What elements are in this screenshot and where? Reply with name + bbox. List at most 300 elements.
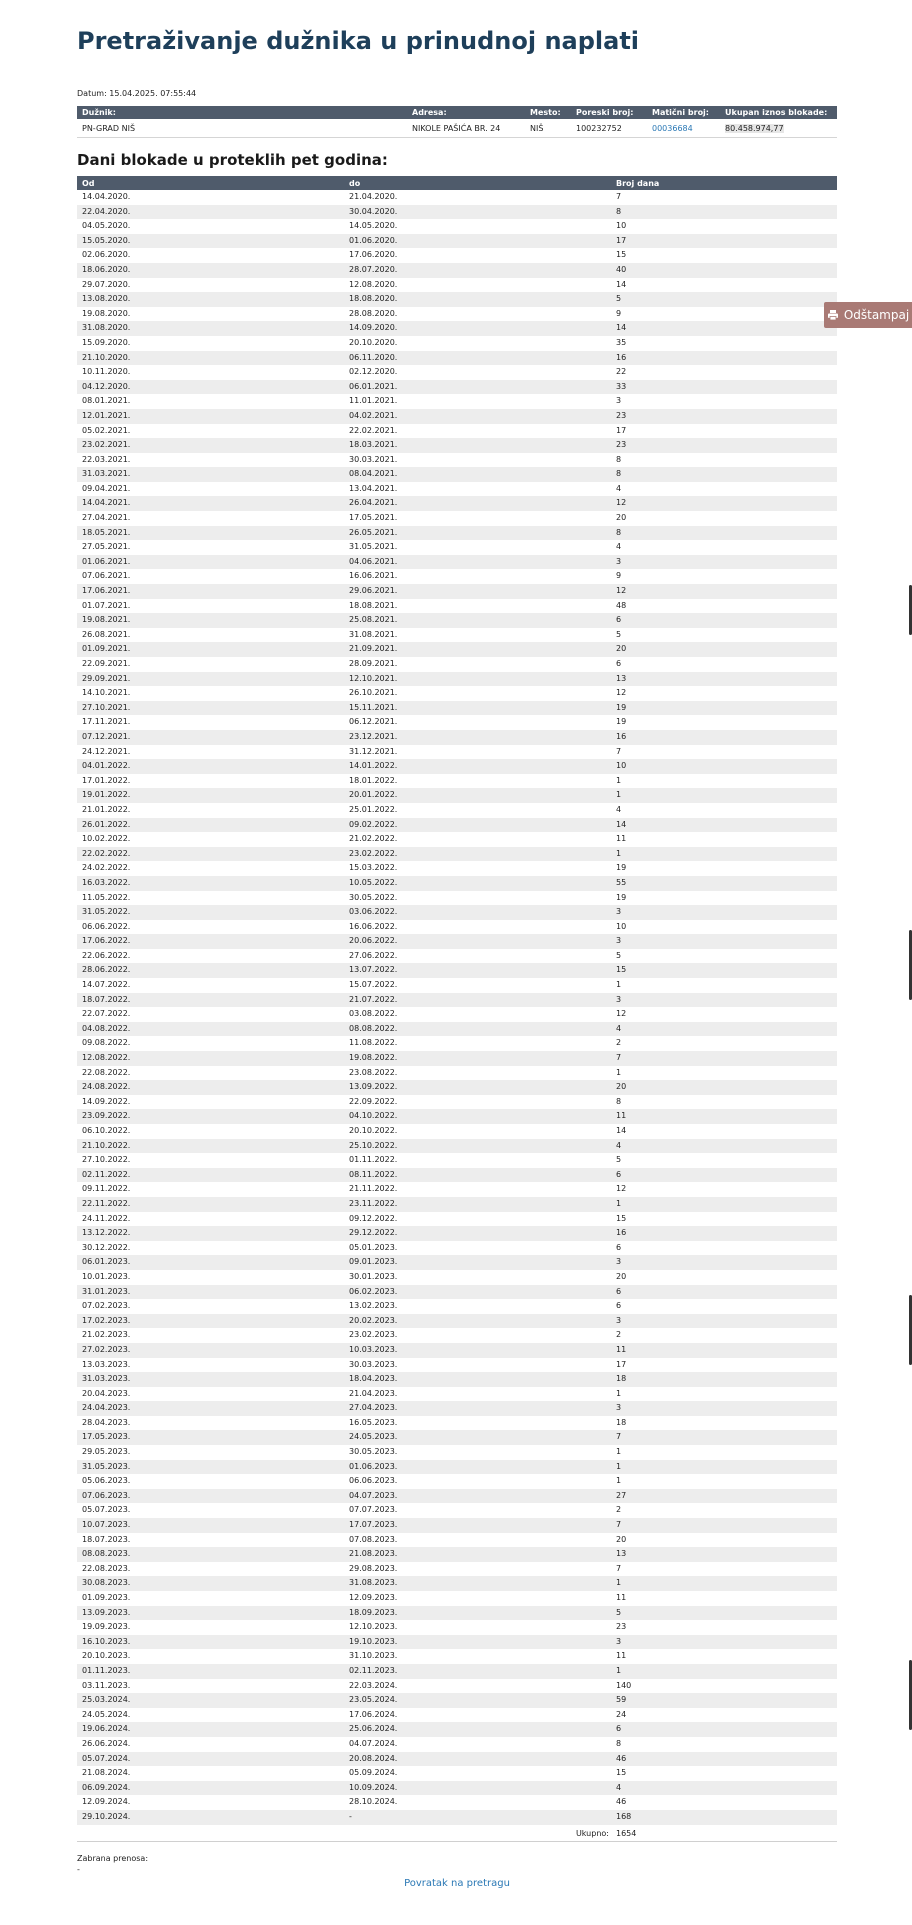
table-row [77, 321, 837, 336]
block-from: 17.11.2021. [82, 717, 131, 727]
block-days: 17 [616, 425, 627, 435]
block-to: 23.12.2021. [344, 730, 611, 745]
table-row [77, 715, 837, 730]
block-days: 6 [611, 613, 837, 628]
block-days: 1 [616, 1388, 622, 1398]
block-to: 02.12.2020. [349, 367, 398, 377]
table-row [77, 1591, 837, 1606]
block-days: 8 [616, 454, 622, 464]
table-row [77, 263, 837, 278]
block-to: 08.04.2021. [344, 467, 611, 482]
block-from: 01.09.2021. [77, 642, 344, 657]
block-days: 4 [616, 542, 622, 552]
block-days: 15 [616, 1768, 627, 1778]
block-from: 14.04.2020. [82, 192, 131, 201]
block-from: 14.09.2022. [82, 1096, 131, 1106]
block-days: 13 [611, 672, 837, 687]
table-row [77, 526, 837, 541]
block-from: 18.07.2023. [82, 1534, 131, 1544]
block-days: 12 [616, 688, 627, 698]
block-from: 13.03.2023. [82, 1359, 131, 1369]
block-days: 3 [611, 934, 837, 949]
debtor-header-name: Dužnik: [77, 106, 407, 119]
table-row [77, 1168, 837, 1183]
block-to: 16.06.2022. [349, 921, 398, 931]
block-days: 2 [616, 1330, 622, 1340]
block-days: 12 [616, 1184, 627, 1194]
transfer-ban-label: Zabrana prenosa: [77, 1854, 149, 1863]
block-days: 7 [611, 1430, 837, 1445]
table-row [77, 1270, 837, 1285]
block-days: 7 [616, 192, 622, 201]
block-days: 20 [616, 1271, 627, 1281]
block-days: 11 [616, 1593, 627, 1602]
block-from: 11.05.2022. [82, 892, 131, 902]
block-to: 15.07.2022. [349, 980, 398, 990]
block-days: 17 [616, 1359, 627, 1369]
print-button-label: Odštampaj [843, 308, 910, 322]
block-from: 17.06.2021. [77, 584, 344, 599]
table-row [77, 336, 837, 351]
block-to: 18.08.2020. [344, 292, 611, 307]
table-row [77, 1314, 837, 1329]
table-row [77, 1212, 837, 1227]
block-days: 15 [616, 1213, 627, 1223]
block-days: 4 [611, 1139, 837, 1154]
block-from: 12.01.2021. [77, 409, 344, 424]
table-row [77, 424, 837, 439]
block-days: 17 [611, 234, 837, 249]
block-to: 27.06.2022. [349, 950, 398, 960]
transfer-ban [77, 1853, 148, 1875]
block-to: 08.11.2022. [344, 1168, 611, 1183]
table-row [77, 803, 837, 818]
block-from: 29.09.2021. [77, 672, 344, 687]
block-days: 9 [616, 571, 622, 581]
block-to: 17.05.2021. [349, 513, 398, 523]
table-row [77, 628, 837, 643]
block-from: 17.05.2023. [77, 1430, 344, 1445]
table-row [77, 1489, 837, 1504]
table-row [77, 1299, 837, 1314]
block-days: 1 [611, 788, 837, 803]
block-days: 6 [616, 1301, 622, 1311]
block-from: 12.09.2024. [82, 1797, 131, 1807]
block-from: 28.04.2023. [82, 1417, 131, 1427]
block-days: 5 [611, 292, 837, 307]
block-from: 19.08.2020. [82, 308, 131, 318]
block-to: 14.05.2020. [349, 221, 398, 231]
table-row [77, 569, 837, 584]
table-row [77, 1328, 837, 1343]
block-days: 12 [616, 1009, 627, 1019]
block-from: 10.07.2023. [77, 1518, 344, 1533]
block-days: 19 [616, 717, 627, 727]
block-to: 20.08.2024. [344, 1752, 611, 1767]
table-row [77, 584, 837, 599]
table-row [77, 934, 837, 949]
blocks-header-to: do [344, 176, 611, 190]
table-row [77, 278, 837, 293]
block-from: 22.07.2022. [82, 1009, 131, 1019]
block-from: 06.10.2022. [82, 1126, 131, 1135]
block-from: 22.08.2022. [82, 1067, 131, 1077]
block-to: 23.08.2022. [349, 1067, 398, 1077]
table-row [77, 1576, 837, 1591]
block-to: 23.05.2024. [344, 1693, 611, 1708]
block-days: 20 [616, 1534, 627, 1544]
table-row [77, 1664, 837, 1679]
block-from: 17.02.2023. [77, 1314, 344, 1329]
block-days: 6 [611, 1722, 837, 1737]
block-from: 10.02.2022. [82, 834, 131, 844]
block-to: 18.03.2021. [344, 438, 611, 453]
block-to: 01.06.2023. [344, 1460, 611, 1475]
block-days: 1 [611, 847, 837, 862]
table-row [77, 745, 837, 760]
block-from: 22.03.2021. [82, 454, 131, 464]
block-days: 5 [616, 629, 622, 639]
block-to: 05.01.2023. [349, 1242, 398, 1252]
block-to: 20.10.2020. [349, 337, 398, 347]
block-to: 29.06.2021. [344, 584, 611, 599]
block-days: 1 [616, 980, 622, 990]
debtor-place: NIŠ [525, 119, 571, 138]
block-days: 1 [611, 1460, 837, 1475]
block-to: 23.02.2023. [349, 1330, 398, 1340]
block-days: 3 [611, 1314, 837, 1329]
block-to: 07.07.2023. [349, 1505, 398, 1515]
block-to: 29.12.2022. [344, 1226, 611, 1241]
table-row [77, 759, 837, 774]
block-to: 30.03.2023. [349, 1359, 398, 1369]
block-to: 20.06.2022. [344, 934, 611, 949]
block-to: 21.04.2023. [349, 1388, 398, 1398]
block-to: 26.10.2021. [349, 688, 398, 698]
block-to: 29.08.2023. [349, 1563, 398, 1573]
block-to: 25.01.2022. [349, 804, 398, 814]
block-from: 14.07.2022. [82, 980, 131, 990]
block-days: 19 [616, 892, 627, 902]
table-row [77, 307, 837, 322]
table-row [77, 1810, 837, 1825]
table-row [77, 599, 837, 614]
section-title: Dani blokade u proteklih pet godina: [77, 151, 388, 169]
table-row [77, 788, 837, 803]
block-from: 05.02.2021. [82, 425, 131, 435]
total-row [77, 1826, 837, 1842]
table-row [77, 511, 837, 526]
block-from: 31.03.2023. [77, 1372, 344, 1387]
debtor-reg-no [647, 119, 720, 138]
block-days: 1 [611, 1576, 837, 1591]
block-days: 19 [616, 863, 627, 873]
table-row [77, 730, 837, 745]
block-to: 31.08.2023. [344, 1576, 611, 1591]
table-row [77, 1022, 837, 1037]
block-to: 25.06.2024. [344, 1722, 611, 1737]
block-days: 5 [616, 950, 622, 960]
block-to: 27.04.2023. [344, 1401, 611, 1416]
block-from: 13.12.2022. [77, 1226, 344, 1241]
block-from: 22.11.2022. [77, 1197, 344, 1212]
block-to: 11.08.2022. [349, 1038, 398, 1048]
block-days: 7 [616, 746, 622, 756]
block-from: 13.08.2020. [77, 292, 344, 307]
block-from: 07.02.2023. [82, 1301, 131, 1311]
block-days: 18 [611, 1372, 837, 1387]
block-from: 17.06.2022. [77, 934, 344, 949]
block-to: 28.10.2024. [349, 1797, 398, 1807]
block-from: 20.10.2023. [82, 1651, 131, 1661]
block-days: 19 [611, 701, 837, 716]
date-line: Datum: 15.04.2025. 07:55:44 [77, 89, 197, 98]
block-to: - [344, 1810, 611, 1825]
block-days: 3 [611, 1255, 837, 1270]
block-days: 55 [611, 876, 837, 891]
block-to: 13.02.2023. [349, 1301, 398, 1311]
block-from: 24.04.2023. [77, 1401, 344, 1416]
block-days: 3 [611, 905, 837, 920]
table-row [77, 1737, 837, 1752]
block-days: 3 [611, 1635, 837, 1650]
block-days: 20 [616, 513, 627, 523]
block-to: 18.09.2023. [344, 1606, 611, 1621]
block-to: 20.10.2022. [349, 1126, 398, 1135]
block-from: 08.08.2023. [77, 1547, 344, 1562]
block-from: 31.01.2023. [77, 1285, 344, 1300]
table-row [77, 234, 837, 249]
table-row [77, 1445, 837, 1460]
block-to: 21.11.2022. [349, 1184, 398, 1194]
debtor-header-amount: Ukupan iznos blokade: [720, 106, 837, 119]
table-row [77, 394, 837, 409]
block-from: 15.05.2020. [77, 234, 344, 249]
block-days: 8 [616, 1096, 622, 1106]
table-row [77, 832, 837, 847]
table-row [77, 963, 837, 978]
block-from: 25.03.2024. [77, 1693, 344, 1708]
block-days: 6 [616, 1242, 622, 1252]
table-row [77, 1518, 837, 1533]
block-days: 9 [616, 308, 622, 318]
table-row [77, 1007, 837, 1022]
block-days: 33 [611, 380, 837, 395]
table-row [77, 351, 837, 366]
table-row [77, 1679, 837, 1694]
table-row [77, 847, 837, 862]
block-from: 21.08.2024. [82, 1768, 131, 1778]
block-to: 12.09.2023. [349, 1593, 398, 1602]
table-row [77, 1109, 837, 1124]
block-days: 4 [611, 1022, 837, 1037]
block-to: 26.05.2021. [344, 526, 611, 541]
block-days: 14 [616, 279, 627, 289]
block-to: 18.01.2022. [349, 775, 398, 785]
table-row [77, 774, 837, 789]
table-row [77, 1139, 837, 1154]
block-days: 1 [616, 775, 622, 785]
block-from: 02.11.2022. [77, 1168, 344, 1183]
block-from: 16.03.2022. [77, 876, 344, 891]
block-from: 16.10.2023. [77, 1635, 344, 1650]
block-from: 10.11.2020. [82, 367, 131, 377]
block-to: 11.01.2021. [349, 396, 398, 406]
debtor-header-reg-no: Matični broj: [647, 106, 720, 119]
block-from: 13.09.2023. [77, 1606, 344, 1621]
total-value: 1654 [616, 1829, 637, 1838]
block-days: 27 [611, 1489, 837, 1504]
table-row [77, 1708, 837, 1723]
table-row [77, 1722, 837, 1737]
block-from: 20.04.2023. [82, 1388, 131, 1398]
debtor-name: PN-GRAD NIŠ [77, 119, 407, 138]
block-days: 35 [616, 337, 627, 347]
block-days: 3 [616, 396, 622, 406]
block-days: 20 [611, 1080, 837, 1095]
block-days: 23 [616, 1622, 627, 1632]
block-to: 14.09.2020. [344, 321, 611, 336]
block-from: 24.12.2021. [82, 746, 131, 756]
block-from: 27.05.2021. [82, 542, 131, 552]
block-to: 28.07.2020. [344, 263, 611, 278]
block-from: 19.01.2022. [77, 788, 344, 803]
block-to: 20.02.2023. [344, 1314, 611, 1329]
block-to: 14.01.2022. [344, 759, 611, 774]
block-days: 40 [611, 263, 837, 278]
block-from: 01.11.2023. [77, 1664, 344, 1679]
block-to: 10.09.2024. [344, 1781, 611, 1796]
block-to: 04.06.2021. [344, 555, 611, 570]
block-from: 31.05.2023. [77, 1460, 344, 1475]
table-row [77, 1401, 837, 1416]
block-to: 18.08.2021. [349, 600, 398, 610]
block-days: 5 [616, 1155, 622, 1165]
table-row [77, 1051, 837, 1066]
table-row [77, 1182, 837, 1197]
table-row [77, 1781, 837, 1796]
block-to: 21.09.2021. [344, 642, 611, 657]
block-days: 8 [611, 526, 837, 541]
block-days: 14 [611, 321, 837, 336]
block-to: 10.03.2023. [344, 1343, 611, 1358]
block-days: 140 [616, 1680, 632, 1690]
block-from: 05.06.2023. [82, 1476, 131, 1486]
block-from: 30.12.2022. [82, 1242, 131, 1252]
block-from: 07.12.2021. [77, 730, 344, 745]
block-days: 11 [611, 1343, 837, 1358]
block-from: 04.08.2022. [77, 1022, 344, 1037]
table-row [77, 496, 837, 511]
block-from: 01.09.2023. [82, 1593, 131, 1602]
block-days: 24 [616, 1709, 627, 1719]
block-days: 8 [611, 205, 837, 220]
back-link[interactable]: Povratak na pretragu [404, 1878, 510, 1889]
block-from: 22.02.2022. [77, 847, 344, 862]
total-label: Ukupno: [575, 1829, 609, 1838]
table-row [77, 1752, 837, 1767]
block-to: 03.08.2022. [349, 1009, 398, 1019]
table-row [77, 1460, 837, 1475]
block-from: 04.01.2022. [77, 759, 344, 774]
blocks-body [77, 190, 837, 1825]
table-row [77, 1620, 837, 1635]
block-days: 4 [611, 1781, 837, 1796]
block-to: 01.11.2022. [349, 1155, 398, 1165]
block-to: 23.02.2022. [344, 847, 611, 862]
block-from: 17.01.2022. [82, 775, 131, 785]
block-to: 15.03.2022. [349, 863, 398, 873]
block-to: 21.02.2022. [349, 834, 398, 844]
block-to: 30.05.2023. [349, 1447, 398, 1457]
block-to: 21.08.2023. [344, 1547, 611, 1562]
table-row [77, 1562, 837, 1577]
block-days: 11 [611, 1109, 837, 1124]
block-to: 09.12.2022. [349, 1213, 398, 1223]
table-row [77, 905, 837, 920]
block-to: 10.05.2022. [344, 876, 611, 891]
table-row [77, 861, 837, 876]
block-days: 15 [611, 963, 837, 978]
block-to: 06.02.2023. [344, 1285, 611, 1300]
block-to: 31.08.2021. [349, 629, 398, 639]
block-days: 5 [611, 1606, 837, 1621]
block-to: 19.08.2022. [344, 1051, 611, 1066]
table-row [77, 1153, 837, 1168]
table-row [77, 1649, 837, 1664]
block-to: 30.05.2022. [349, 892, 398, 902]
block-to: 17.06.2024. [349, 1709, 398, 1719]
debtor-amount: 80.458.974,77 [725, 123, 784, 133]
block-from: 24.05.2024. [82, 1709, 131, 1719]
block-days: 3 [611, 1401, 837, 1416]
block-from: 04.05.2020. [82, 221, 131, 231]
block-days: 14 [611, 818, 837, 833]
block-to: 31.12.2021. [349, 746, 398, 756]
blocks-header-from: Od [77, 176, 344, 190]
block-days: 8 [611, 467, 837, 482]
block-to: 21.07.2022. [344, 993, 611, 1008]
table-row [77, 920, 837, 935]
table-row [77, 248, 837, 263]
block-from: 02.06.2020. [82, 250, 131, 260]
reg-no-link[interactable]: 00036684 [652, 123, 693, 133]
block-from: 31.03.2021. [77, 467, 344, 482]
debtor-header-tax-id: Poreski broj: [571, 106, 647, 119]
block-days: 10 [616, 221, 627, 231]
table-row [77, 1387, 837, 1402]
debtor-address: NIKOLE PAŠIĆA BR. 24 [407, 119, 525, 138]
table-row [77, 1066, 837, 1081]
block-days: 18 [616, 1417, 627, 1427]
block-days: 23 [611, 438, 837, 453]
table-row [77, 205, 837, 220]
print-button[interactable] [824, 302, 912, 328]
block-from: 21.01.2022. [82, 804, 131, 814]
table-row [77, 453, 837, 468]
block-from: 22.09.2021. [82, 659, 131, 668]
block-from: 05.07.2024. [77, 1752, 344, 1767]
table-row [77, 1241, 837, 1256]
block-to: 09.02.2022. [344, 818, 611, 833]
table-row [77, 1372, 837, 1387]
block-from: 10.01.2023. [82, 1271, 131, 1281]
block-to: 13.04.2021. [349, 483, 398, 493]
block-to: 09.01.2023. [344, 1255, 611, 1270]
block-days: 4 [616, 804, 622, 814]
table-row [77, 686, 837, 701]
block-to: 04.07.2024. [349, 1738, 398, 1748]
